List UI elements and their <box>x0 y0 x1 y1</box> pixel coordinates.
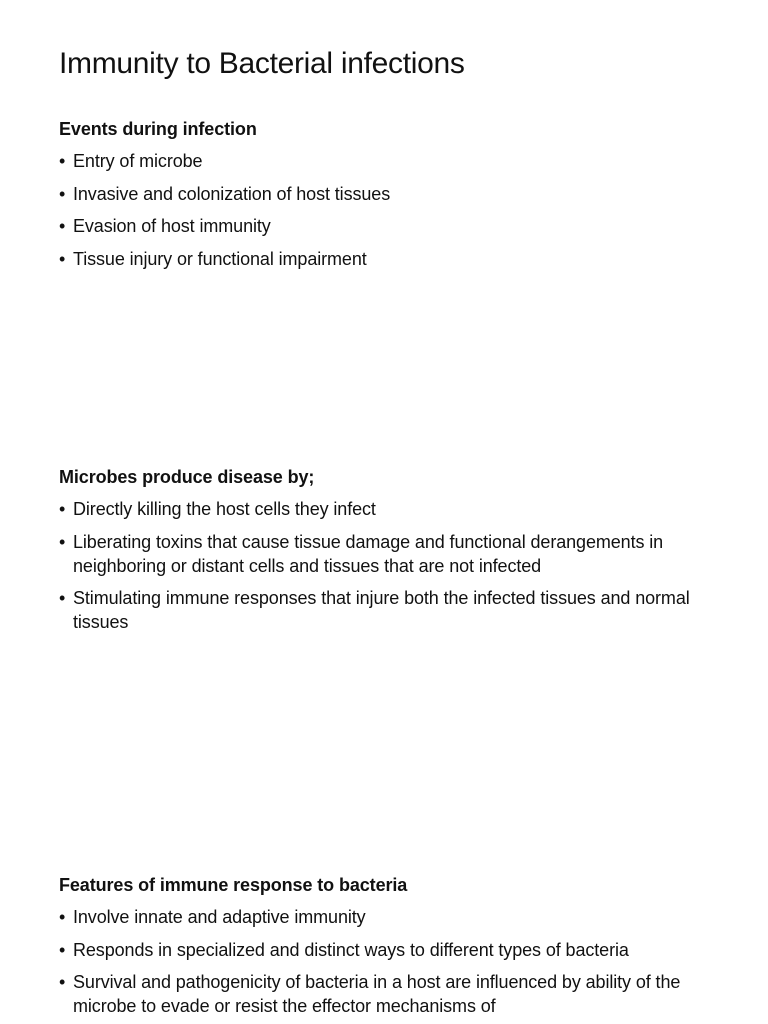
page-title: Immunity to Bacterial infections <box>59 47 465 80</box>
list-item-text: Stimulating immune responses that injure both the infected tissues and normal tissues <box>73 588 690 632</box>
list-item <box>59 247 714 271</box>
bullet-icon: • <box>59 588 66 608</box>
bullet-icon: • <box>59 248 66 269</box>
list-item <box>59 938 714 962</box>
list-item-text: Directly killing the host cells they infect <box>73 499 376 519</box>
list-item <box>59 214 714 238</box>
bullet-icon: • <box>59 939 66 960</box>
list-item <box>59 182 714 206</box>
list-item <box>59 530 714 578</box>
list-item-text: Responds in specialized and distinct ways to different types of bacteria <box>73 939 629 960</box>
section-events-during-infection <box>59 117 714 279</box>
list-item-text: Invasive and colonization of host tissues <box>73 183 391 204</box>
section-heading: Features of immune response to bacteria <box>59 875 408 895</box>
bullet-icon: • <box>59 499 66 519</box>
list-item-text: Involve innate and adaptive immunity <box>73 907 366 927</box>
list-item-text: Evasion of host immunity <box>73 216 271 236</box>
list-item-text: Liberating toxins that cause tissue damage and functional derangements in neighboring or distant cells and tissues that are not infected <box>73 531 664 576</box>
bullet-list <box>59 497 714 634</box>
bullet-icon: • <box>59 151 66 171</box>
bullet-list <box>59 905 714 1018</box>
list-item <box>59 149 714 173</box>
list-item-text: Tissue injury or functional impairment <box>73 248 367 269</box>
section-features-of-immune-response <box>59 873 714 1024</box>
bullet-icon: • <box>59 972 66 992</box>
bullet-icon: • <box>59 183 66 204</box>
list-item <box>59 970 714 1018</box>
list-item-text: Survival and pathogenicity of bacteria in a host are influenced by ability of the microbe to evade or resist the effector mechanisms of <box>73 972 681 1016</box>
bullet-list <box>59 149 714 271</box>
list-item <box>59 497 714 521</box>
bullet-icon: • <box>59 531 66 552</box>
section-microbes-produce-disease <box>59 465 714 643</box>
list-item-text: Entry of microbe <box>73 151 203 171</box>
bullet-icon: • <box>59 907 66 927</box>
list-item <box>59 905 714 929</box>
bullet-icon: • <box>59 216 66 236</box>
section-heading: Events during infection <box>59 119 257 139</box>
list-item <box>59 586 714 634</box>
section-heading: Microbes produce disease by; <box>59 467 315 487</box>
